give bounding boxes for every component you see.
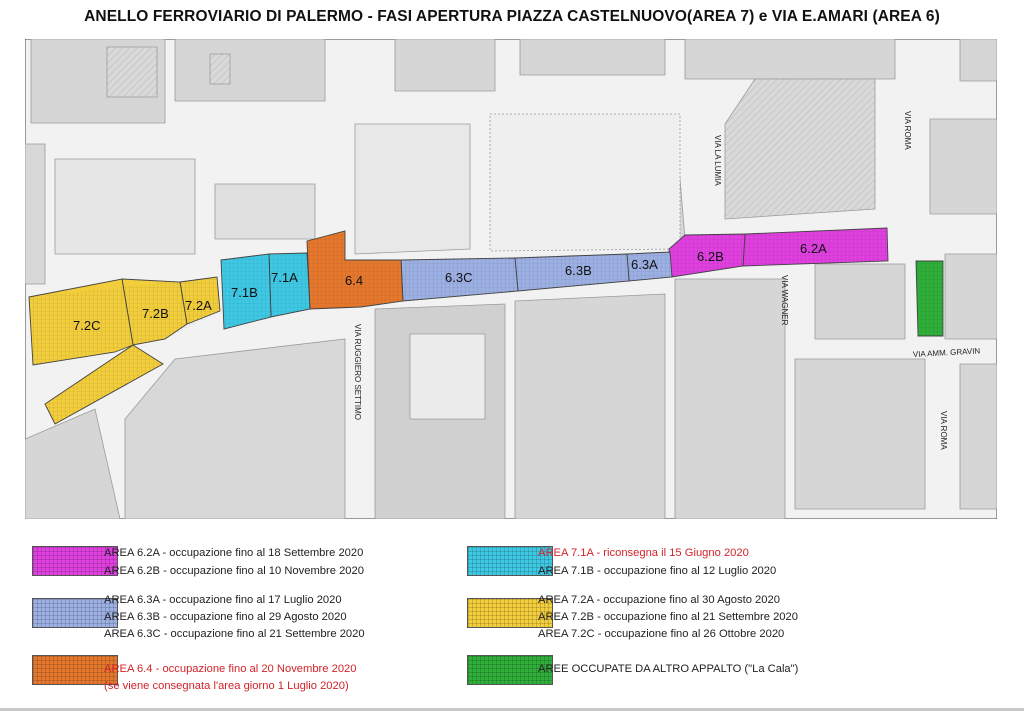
street-via-amm-gravina: VIA AMM. GRAVIN [912, 346, 981, 359]
legend-line: AREA 7.2A - occupazione fino al 30 Agosto 2020 [538, 594, 780, 606]
legend-line: AREE OCCUPATE DA ALTRO APPALTO ("La Cala") [538, 663, 799, 675]
legend-line: AREA 6.2A - occupazione fino al 18 Settembre 2020 [104, 547, 364, 559]
legend-line: AREA 7.2C - occupazione fino al 26 Ottobre 2020 [538, 628, 785, 640]
area-label-7-2a: 7.2A [185, 298, 212, 313]
legend-line: AREA 6.3A - occupazione fino al 17 Luglio 2020 [104, 594, 342, 606]
area-label-7-1a: 7.1A [271, 270, 298, 285]
legend-line: AREA 7.1B - occupazione fino al 12 Luglio 2020 [538, 565, 777, 577]
street-via-roma-bottom: VIA ROMA [939, 411, 948, 450]
area-label-6-2a: 6.2A [800, 241, 827, 256]
area-label-6-3a: 6.3A [631, 257, 658, 272]
site-plan-map [25, 39, 997, 519]
street-via-roma-top: VIA ROMA [903, 111, 912, 150]
area-label-6-4: 6.4 [345, 273, 364, 288]
bottom-rule [0, 708, 1024, 711]
area-label-6-3b: 6.3B [565, 263, 592, 278]
legend-line: AREA 6.4 - occupazione fino al 20 Novembre 2020 [104, 663, 357, 675]
area-label-7-2b: 7.2B [142, 306, 169, 321]
street-via-wagner: VIA WAGNER [780, 275, 789, 326]
legend-line: (se viene consegnata l'area giorno 1 Luglio 2020) [104, 680, 349, 692]
area-label-7-1b: 7.1B [231, 285, 258, 300]
area-label-6-3c: 6.3C [445, 270, 473, 285]
street-via-ruggiero-settimo: VIA RUGGIERO SETTIMO [353, 324, 362, 421]
area-label-7-2c: 7.2C [73, 318, 101, 333]
area-label-6-2b: 6.2B [697, 249, 724, 264]
map-title: ANELLO FERROVIARIO DI PALERMO - FASI APERTURA PIAZZA CASTELNUOVO(AREA 7) e VIA E.AMARI (AREA 6) [84, 8, 940, 25]
legend-line: AREA 6.3C - occupazione fino al 21 Settembre 2020 [104, 628, 365, 640]
street-via-la-lumia: VIA LA LUMIA [713, 135, 722, 186]
legend-line: AREA 6.3B - occupazione fino al 29 Agosto 2020 [104, 611, 347, 623]
legend-line: AREA 7.1A - riconsegna il 15 Giugno 2020 [538, 547, 749, 559]
legend-line: AREA 7.2B - occupazione fino al 21 Settembre 2020 [538, 611, 798, 623]
legend-line: AREA 6.2B - occupazione fino al 10 Novembre 2020 [104, 565, 364, 577]
